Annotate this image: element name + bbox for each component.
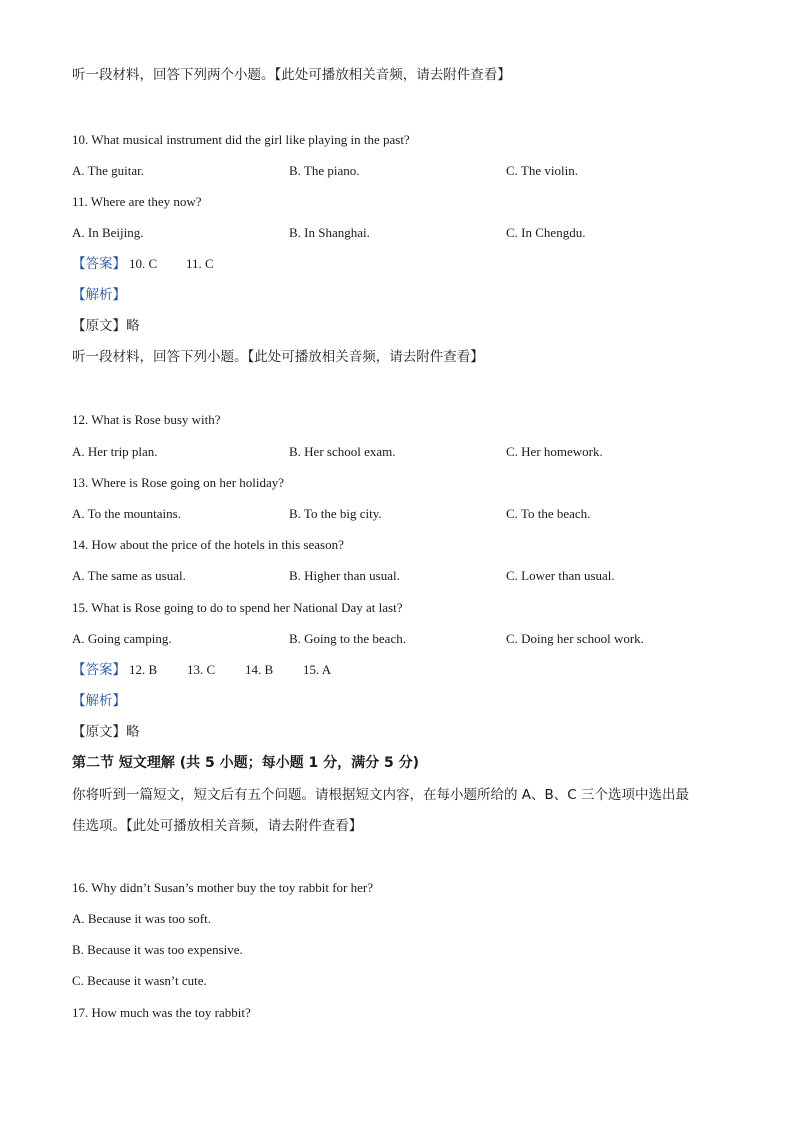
instruction-a: 听一段材料，回答下列两个小题。【此处可播放相关音频，请去附件查看】 (72, 67, 511, 83)
question-10: 10. What musical instrument did the girl like playing in the past? (72, 132, 410, 147)
question-15: 15. What is Rose going to do to spend her National Day at last? (72, 600, 403, 615)
option-15-b: B. Going to the beach. (289, 631, 406, 646)
answer-label-text: 【答案】 (72, 256, 126, 272)
option-13-c: C. To the beach. (506, 506, 591, 521)
question-13: 13. Where is Rose going on her holiday? (72, 475, 285, 490)
option-12-a: A. Her trip plan. (72, 444, 158, 459)
section-2-heading: 第二节 短文理解 (共 5 小题；每小题 1 分，满分 5 分) (72, 755, 420, 771)
option-12-c: C. Her homework. (506, 444, 603, 459)
option-16-b: B. Because it was too expensive. (72, 942, 243, 957)
analysis-label-text: 【解析】 (72, 693, 126, 709)
answer-label-a (72, 256, 126, 272)
section-2-instruction-line1: 你将听到一篇短文，短文后有五个问题。请根据短文内容，在每小题所给的 A、B、C 三个选项中选出最 (72, 787, 690, 803)
option-10-a: A. The guitar. (72, 163, 144, 178)
question-17: 17. How much was the toy rabbit? (72, 1005, 251, 1020)
answer-15: 15. A (303, 662, 332, 677)
question-11: 11. Where are they now? (72, 194, 202, 209)
option-15-c: C. Doing her school work. (506, 631, 644, 646)
option-13-a: A. To the mountains. (72, 506, 181, 521)
option-13-b: B. To the big city. (289, 506, 382, 521)
option-14-c: C. Lower than usual. (506, 568, 615, 583)
question-14: 14. How about the price of the hotels in this season? (72, 537, 344, 552)
option-10-c: C. The violin. (506, 163, 578, 178)
answer-label-text: 【答案】 (72, 662, 126, 678)
analysis-label-a (72, 287, 126, 303)
option-10-b: B. The piano. (289, 163, 360, 178)
section-2-instruction-line2: 佳选项。【此处可播放相关音频，请去附件查看】 (72, 818, 363, 834)
option-14-b: B. Higher than usual. (289, 568, 400, 583)
option-11-a: A. In Beijing. (72, 225, 144, 240)
answer-13: 13. C (187, 662, 216, 677)
option-16-a: A. Because it was too soft. (72, 911, 212, 926)
analysis-label-b (72, 693, 126, 709)
answer-14: 14. B (245, 662, 274, 677)
instruction-b: 听一段材料，回答下列小题。【此处可播放相关音频，请去附件查看】 (72, 349, 484, 365)
original-label-a: 【原文】略 (72, 318, 140, 334)
option-11-b: B. In Shanghai. (289, 225, 370, 240)
question-12: 12. What is Rose busy with? (72, 412, 221, 427)
answer-12: 12. B (129, 662, 158, 677)
option-11-c: C. In Chengdu. (506, 225, 586, 240)
option-15-a: A. Going camping. (72, 631, 172, 646)
option-16-c: C. Because it wasn’t cute. (72, 973, 207, 988)
question-16: 16. Why didn’t Susan’s mother buy the toy rabbit for her? (72, 880, 373, 895)
analysis-label-text: 【解析】 (72, 287, 126, 303)
original-label-b: 【原文】略 (72, 724, 140, 740)
option-14-a: A. The same as usual. (72, 568, 186, 583)
option-12-b: B. Her school exam. (289, 444, 396, 459)
answer-10: 10. C (129, 256, 158, 271)
answer-11: 11. C (186, 256, 214, 271)
answer-label-b (72, 662, 126, 678)
